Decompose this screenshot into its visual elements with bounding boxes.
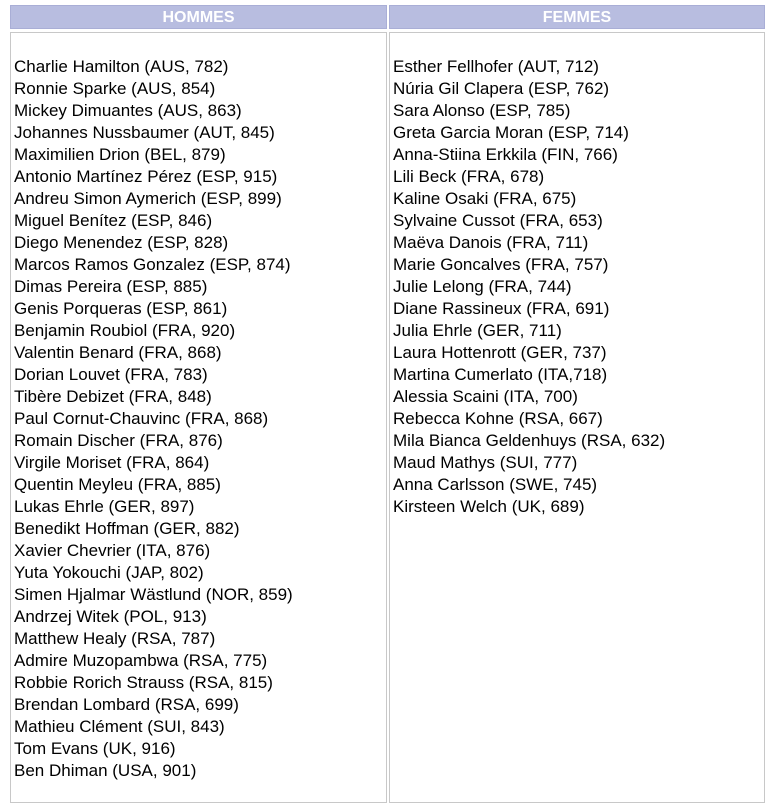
femmes-player-item: Laura Hottenrott (GER, 737) bbox=[393, 343, 607, 362]
hommes-player-item: Xavier Chevrier (ITA, 876) bbox=[14, 541, 211, 560]
hommes-player-item: Maximilien Drion (BEL, 879) bbox=[14, 145, 226, 164]
hommes-cell bbox=[10, 32, 387, 803]
hommes-player-item: Ronnie Sparke (AUS, 854) bbox=[14, 79, 216, 98]
hommes-player-item: Andreu Simon Aymerich (ESP, 899) bbox=[14, 189, 282, 208]
femmes-player-item: Rebecca Kohne (RSA, 667) bbox=[393, 409, 603, 428]
hommes-player-item: Matthew Healy (RSA, 787) bbox=[14, 629, 216, 648]
femmes-column bbox=[389, 5, 765, 516]
hommes-player-item: Diego Menendez (ESP, 828) bbox=[14, 233, 229, 252]
femmes-player-item: Mila Bianca Geldenhuys (RSA, 632) bbox=[393, 431, 666, 450]
hommes-player-item: Benedikt Hoffman (GER, 882) bbox=[14, 519, 240, 538]
femmes-player-item: Martina Cumerlato (ITA,718) bbox=[393, 365, 608, 384]
femmes-header: FEMMES bbox=[389, 5, 765, 29]
femmes-player-item: Julie Lelong (FRA, 744) bbox=[393, 277, 572, 296]
hommes-player-item: Marcos Ramos Gonzalez (ESP, 874) bbox=[14, 255, 291, 274]
femmes-player-item: Alessia Scaini (ITA, 700) bbox=[393, 387, 578, 406]
hommes-player-item: Brendan Lombard (RSA, 699) bbox=[14, 695, 239, 714]
femmes-player-item: Kaline Osaki (FRA, 675) bbox=[393, 189, 577, 208]
femmes-list bbox=[390, 33, 764, 518]
femmes-player-item: Greta Garcia Moran (ESP, 714) bbox=[393, 123, 629, 142]
hommes-player-item: Yuta Yokouchi (JAP, 802) bbox=[14, 563, 204, 582]
hommes-list bbox=[11, 33, 386, 782]
hommes-player-item: Lukas Ehrle (GER, 897) bbox=[14, 497, 195, 516]
hommes-player-item: Antonio Martínez Pérez (ESP, 915) bbox=[14, 167, 278, 186]
femmes-player-item: Sylvaine Cussot (FRA, 653) bbox=[393, 211, 603, 230]
femmes-player-item: Esther Fellhofer (AUT, 712) bbox=[393, 57, 599, 76]
hommes-player-item: Andrzej Witek (POL, 913) bbox=[14, 607, 207, 626]
hommes-player-item: Admire Muzopambwa (RSA, 775) bbox=[14, 651, 268, 670]
hommes-player-item: Genis Porqueras (ESP, 861) bbox=[14, 299, 228, 318]
femmes-player-item: Maëva Danois (FRA, 711) bbox=[393, 233, 589, 252]
femmes-player-item: Kirsteen Welch (UK, 689) bbox=[393, 497, 585, 516]
hommes-player-item: Miguel Benítez (ESP, 846) bbox=[14, 211, 213, 230]
femmes-player-item: Núria Gil Clapera (ESP, 762) bbox=[393, 79, 610, 98]
hommes-player-item: Benjamin Roubiol (FRA, 920) bbox=[14, 321, 236, 340]
hommes-player-item: Romain Discher (FRA, 876) bbox=[14, 431, 223, 450]
hommes-header: HOMMES bbox=[10, 5, 387, 29]
hommes-player-item: Dorian Louvet (FRA, 783) bbox=[14, 365, 208, 384]
athletes-table bbox=[10, 5, 765, 804]
hommes-player-item: Charlie Hamilton (AUS, 782) bbox=[14, 57, 229, 76]
hommes-player-item: Robbie Rorich Strauss (RSA, 815) bbox=[14, 673, 273, 692]
femmes-player-item: Lili Beck (FRA, 678) bbox=[393, 167, 545, 186]
hommes-player-item: Dimas Pereira (ESP, 885) bbox=[14, 277, 208, 296]
femmes-player-item: Julia Ehrle (GER, 711) bbox=[393, 321, 562, 340]
hommes-player-item: Johannes Nussbaumer (AUT, 845) bbox=[14, 123, 275, 142]
hommes-column bbox=[10, 5, 387, 780]
femmes-player-item: Maud Mathys (SUI, 777) bbox=[393, 453, 578, 472]
femmes-player-item: Marie Goncalves (FRA, 757) bbox=[393, 255, 609, 274]
hommes-player-item: Virgile Moriset (FRA, 864) bbox=[14, 453, 210, 472]
hommes-player-item: Paul Cornut-Chauvinc (FRA, 868) bbox=[14, 409, 269, 428]
hommes-player-item: Mathieu Clément (SUI, 843) bbox=[14, 717, 225, 736]
femmes-player-item: Diane Rassineux (FRA, 691) bbox=[393, 299, 610, 318]
femmes-player-item: Sara Alonso (ESP, 785) bbox=[393, 101, 571, 120]
femmes-cell bbox=[389, 32, 765, 803]
hommes-player-item: Tibère Debizet (FRA, 848) bbox=[14, 387, 212, 406]
femmes-player-item: Anna-Stiina Erkkila (FIN, 766) bbox=[393, 145, 618, 164]
hommes-player-item: Quentin Meyleu (FRA, 885) bbox=[14, 475, 221, 494]
hommes-player-item: Mickey Dimuantes (AUS, 863) bbox=[14, 101, 242, 120]
femmes-player-item: Anna Carlsson (SWE, 745) bbox=[393, 475, 598, 494]
hommes-player-item: Tom Evans (UK, 916) bbox=[14, 739, 176, 758]
hommes-player-item: Valentin Benard (FRA, 868) bbox=[14, 343, 222, 362]
hommes-player-item: Ben Dhiman (USA, 901) bbox=[14, 761, 197, 780]
hommes-player-item: Simen Hjalmar Wästlund (NOR, 859) bbox=[14, 585, 293, 604]
